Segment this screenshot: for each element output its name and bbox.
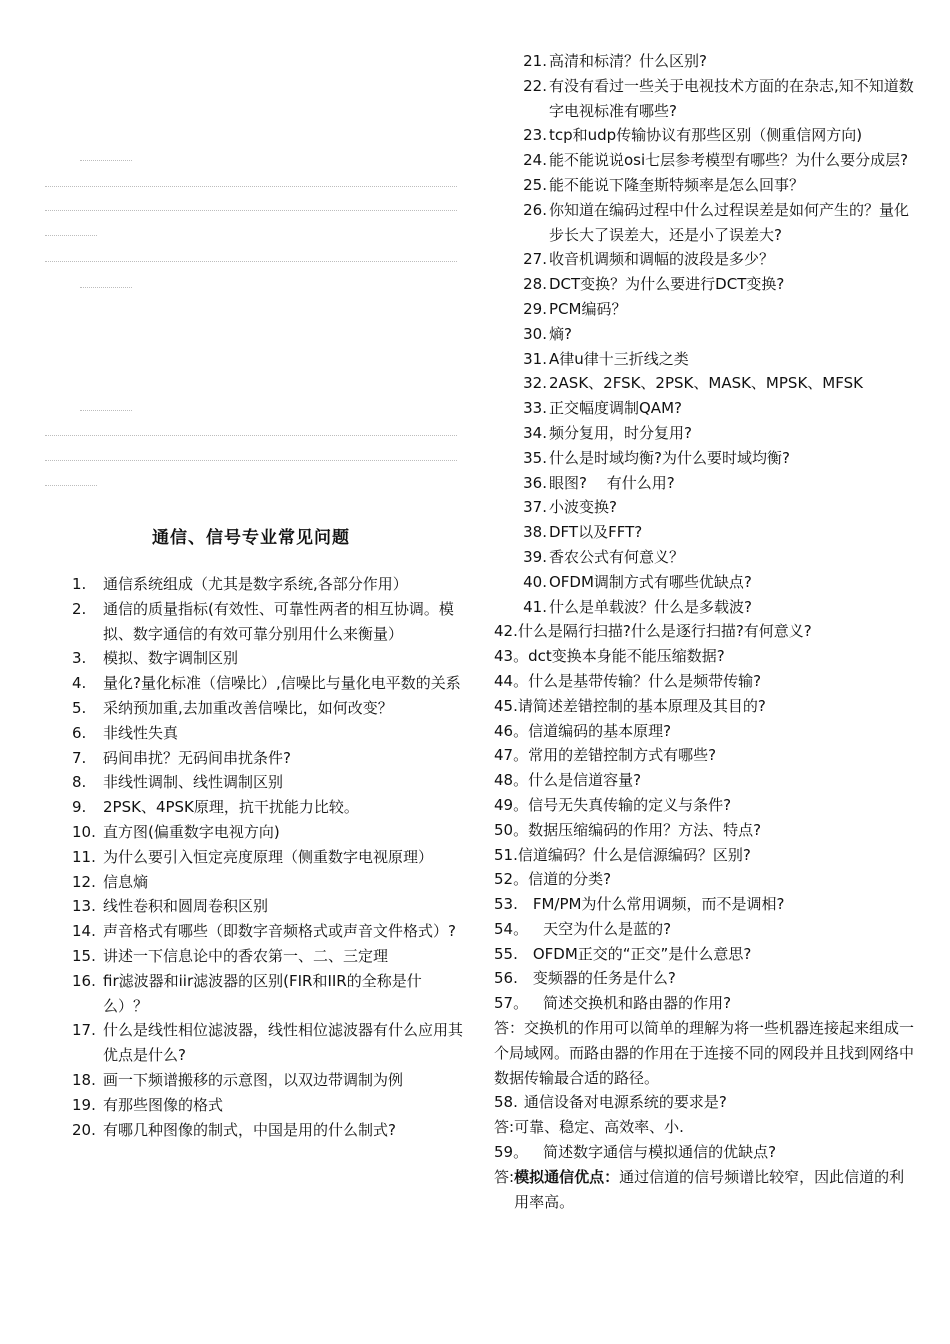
question-item <box>494 198 918 248</box>
question-item <box>494 669 918 694</box>
question-number: 56. <box>494 969 518 988</box>
question-number: 19. <box>72 1095 96 1114</box>
question-text: 请简述差错控制的基本原理及其目的? <box>517 696 766 715</box>
question-number: 18. <box>72 1070 96 1089</box>
question-number: 33. <box>523 399 547 418</box>
question-text: A律u律十三折线之类 <box>549 349 689 368</box>
question-item <box>72 870 464 895</box>
question-number: 57。 <box>494 994 529 1013</box>
question-number: 11. <box>72 847 96 866</box>
answer-bold-heading: 模拟通信优点： <box>514 1167 620 1186</box>
question-number: 52。 <box>494 870 529 889</box>
question-text: 变频器的任务是什么? <box>517 969 676 988</box>
question-number: 4. <box>72 674 87 693</box>
question-item <box>72 919 464 944</box>
question-text: 数据压缩编码的作用？方法、特点? <box>528 820 762 839</box>
answer-label: 答: <box>494 1118 515 1137</box>
question-number: 48。 <box>494 771 529 790</box>
question-text: 收音机调频和调幅的波段是多少？ <box>549 250 775 269</box>
answer-59 <box>494 1165 918 1215</box>
answer-text: 通过信道的信号频谱比较窄，因此信道的利用率高。 <box>514 1167 905 1211</box>
question-number: 46。 <box>494 721 529 740</box>
question-item <box>494 644 918 669</box>
question-text: 声音格式有哪些（即数字音频格式或声音文件格式）? <box>103 922 456 941</box>
question-item <box>494 49 918 74</box>
question-text: 画一下频谱搬移的示意图，以双边带调制为例 <box>103 1070 404 1089</box>
question-item <box>494 446 918 471</box>
question-number: 5. <box>72 698 87 717</box>
question-text: 通信的质量指标(有效性、可靠性两者的相互协调。模拟、数字通信的有效可靠分别用什么来衡量） <box>103 599 454 643</box>
question-text: 通信设备对电源系统的要求是? <box>523 1093 727 1112</box>
question-text: 通信系统组成（尤其是数字系统,各部分作用） <box>103 575 408 593</box>
question-number: 37. <box>523 498 547 517</box>
page-title: 通信、信号专业常见问题 <box>152 528 350 548</box>
dotted-line <box>45 210 457 211</box>
question-item <box>494 917 918 942</box>
question-text: 简述交换机和路由器的作用? <box>528 994 732 1013</box>
question-number: 49。 <box>494 795 529 814</box>
question-number: 35. <box>523 448 547 467</box>
answer-body <box>514 1165 918 1215</box>
question-text: 你知道在编码过程中什么过程误差是如何产生的？量化步长大了误差大，还是小了误差大? <box>549 200 910 244</box>
question-text: fir滤波器和iir滤波器的区别(FIR和IIR的全称是什么）？ <box>103 971 422 1015</box>
question-item <box>72 845 464 870</box>
question-text: 信道编码？什么是信源编码？区别? <box>517 845 751 864</box>
question-item <box>494 867 918 892</box>
question-item <box>494 768 918 793</box>
question-text: 信道的分类? <box>528 870 612 889</box>
question-text: OFDM正交的“正交”是什么意思? <box>517 944 752 963</box>
dotted-line <box>80 160 132 161</box>
question-item <box>494 892 918 917</box>
question-number: 26. <box>523 200 547 219</box>
question-text: dct变换本身能不能压缩数据? <box>528 647 725 666</box>
question-item <box>494 371 918 396</box>
question-number: 21. <box>523 52 547 70</box>
question-item <box>72 646 464 671</box>
dotted-line <box>80 410 132 411</box>
question-number: 16. <box>72 971 96 990</box>
question-text: 常用的差错控制方式有哪些? <box>528 746 717 765</box>
question-number: 41. <box>523 597 547 616</box>
question-text: 高清和标清？什么区别? <box>549 52 707 70</box>
answer-text: 可靠、稳定、高效率、小. <box>514 1118 684 1137</box>
question-text: 2PSK、4PSK原理，抗干扰能力比较。 <box>103 798 359 817</box>
question-text: OFDM调制方式有哪些优缺点? <box>549 572 752 591</box>
question-text: 简述数字通信与模拟通信的优缺点? <box>528 1143 777 1162</box>
question-number: 15. <box>72 946 96 965</box>
question-item <box>494 818 918 843</box>
question-text: 香农公式有何意义？ <box>549 547 685 566</box>
question-number: 50。 <box>494 820 529 839</box>
question-item <box>494 74 918 124</box>
question-number: 31. <box>523 349 547 368</box>
question-text: 模拟、数字调制区别 <box>103 649 239 668</box>
question-number: 59。 <box>494 1143 529 1162</box>
question-item <box>72 795 464 820</box>
question-item <box>494 396 918 421</box>
question-text: FM/PM为什么常用调频，而不是调相? <box>517 895 785 914</box>
question-item <box>494 966 918 991</box>
question-item <box>494 347 918 372</box>
question-item <box>494 471 918 496</box>
question-text: 讲述一下信息论中的香农第一、二、三定理 <box>103 946 389 965</box>
question-text: 直方图(偏重数字电视方向) <box>103 822 280 841</box>
question-number: 20. <box>72 1120 96 1139</box>
question-item <box>72 1118 464 1143</box>
question-item <box>494 793 918 818</box>
dotted-line <box>45 435 457 436</box>
question-text: 采纳预加重,去加重改善信噪比，如何改变？ <box>103 698 393 717</box>
question-number: 7. <box>72 748 87 767</box>
question-text: 能不能说说osi七层参考模型有哪些？为什么要分成层? <box>549 151 909 170</box>
question-item <box>494 719 918 744</box>
question-text: 天空为什么是蓝的? <box>528 919 672 938</box>
dotted-line <box>80 287 132 288</box>
question-item <box>494 148 918 173</box>
left-question-list <box>72 572 464 1142</box>
question-number: 25. <box>523 175 547 194</box>
question-text: 什么是基带传输？什么是频带传输? <box>528 671 762 690</box>
question-item <box>494 991 918 1016</box>
question-text: 什么是线性相位滤波器，线性相位滤波器有什么应用其优点是什么? <box>103 1021 464 1065</box>
question-item <box>494 570 918 595</box>
dotted-line <box>45 460 457 461</box>
question-item <box>494 545 918 570</box>
question-text: 信号无失真传输的定义与条件? <box>528 795 732 814</box>
question-text: 非线性调制、线性调制区别 <box>103 773 284 792</box>
question-text: 能不能说下隆奎斯特频率是怎么回事？ <box>549 175 805 194</box>
question-number: 44。 <box>494 671 529 690</box>
question-text: 线性卷积和圆周卷积区别 <box>103 897 269 916</box>
question-item <box>494 743 918 768</box>
question-text: 小波变换? <box>549 498 617 517</box>
question-item <box>494 843 918 868</box>
question-item <box>72 721 464 746</box>
question-number: 3. <box>72 649 87 668</box>
question-item <box>72 597 464 647</box>
question-number: 45. <box>494 696 518 715</box>
question-text: 非线性失真 <box>103 723 179 742</box>
question-number: 38. <box>523 523 547 542</box>
dotted-line <box>45 235 97 236</box>
question-item <box>494 619 918 644</box>
question-item <box>72 820 464 845</box>
question-text: 眼图? 有什么用? <box>549 473 675 492</box>
question-number: 27. <box>523 250 547 269</box>
question-number: 22. <box>523 76 547 95</box>
question-number: 40. <box>523 572 547 591</box>
question-number: 28. <box>523 275 547 294</box>
question-text: tcp和udp传输协议有那些区别（侧重信网方向) <box>549 126 863 145</box>
question-number: 30. <box>523 324 547 343</box>
dotted-line <box>45 485 97 486</box>
question-item <box>494 173 918 198</box>
question-number: 8. <box>72 773 87 792</box>
question-text: 有哪几种图像的制式，中国是用的什么制式? <box>103 1120 396 1139</box>
question-number: 47。 <box>494 746 529 765</box>
question-number: 55. <box>494 944 518 963</box>
question-text: 有那些图像的格式 <box>103 1095 224 1114</box>
question-item <box>494 1140 918 1165</box>
question-number: 9. <box>72 798 87 817</box>
question-text: DFT以及FFT? <box>549 523 643 542</box>
question-number: 10. <box>72 822 96 841</box>
question-item <box>494 1090 918 1115</box>
dotted-line <box>45 261 457 262</box>
answer-57: 答：交换机的作用可以简单的理解为将一些机器连接起来组成一个局域网。而路由器的作用在于连接不同的网段并且找到网络中数据传输最合适的路径。 <box>494 1019 915 1087</box>
question-item <box>72 1018 464 1068</box>
question-number: 17. <box>72 1021 96 1040</box>
question-text: 信道编码的基本原理? <box>528 721 672 740</box>
question-text: 什么是隔行扫描?什么是逐行扫描?有何意义? <box>517 622 812 641</box>
question-item <box>494 272 918 297</box>
question-text: 信息熵 <box>103 872 149 891</box>
question-item <box>494 595 918 620</box>
question-text: DCT变换？为什么要进行DCT变换? <box>549 275 785 294</box>
question-text: 熵? <box>549 324 572 343</box>
question-item <box>72 894 464 919</box>
question-number: 12. <box>72 872 96 891</box>
question-number: 14. <box>72 922 96 941</box>
question-text: 码间串扰？无码间串扰条件? <box>103 748 291 767</box>
question-item <box>494 942 918 967</box>
question-item <box>494 247 918 272</box>
question-item <box>494 123 918 148</box>
question-number: 54。 <box>494 919 529 938</box>
question-item <box>72 1093 464 1118</box>
question-text: 有没有看过一些关于电视技术方面的在杂志,知不知道数字电视标准有哪些? <box>549 76 914 120</box>
question-number: 51. <box>494 845 518 864</box>
question-text: PCM编码？ <box>549 299 627 318</box>
question-text: 什么是单载波？什么是多载波? <box>549 597 752 616</box>
question-item <box>72 969 464 1019</box>
question-item <box>72 1068 464 1093</box>
question-text: 频分复用，时分复用? <box>549 423 692 442</box>
question-text: 2ASK、2FSK、2PSK、MASK、MPSK、MFSK <box>549 374 863 393</box>
question-number: 2. <box>72 599 87 618</box>
question-number: 13. <box>72 897 96 916</box>
question-item <box>72 671 464 696</box>
question-number: 34. <box>523 423 547 442</box>
question-item <box>494 297 918 322</box>
question-number: 1. <box>72 575 87 593</box>
question-text: 为什么要引入恒定亮度原理（侧重数字电视原理） <box>103 847 434 866</box>
dotted-line <box>45 186 457 187</box>
question-number: 29. <box>523 299 547 318</box>
question-number: 23. <box>523 126 547 145</box>
question-number: 24. <box>523 151 547 170</box>
question-number: 42. <box>494 622 518 641</box>
question-number: 58. <box>494 1093 518 1112</box>
question-number: 53. <box>494 895 518 914</box>
question-item <box>72 572 464 597</box>
right-question-list <box>494 49 918 1214</box>
question-number: 43。 <box>494 647 529 666</box>
question-text: 什么是时域均衡?为什么要时域均衡? <box>549 448 790 467</box>
question-text: 量化?量化标准（信噪比）,信噪比与量化电平数的关系 <box>103 674 461 693</box>
question-number: 39. <box>523 547 547 566</box>
question-item <box>72 696 464 721</box>
answer-58 <box>494 1115 918 1140</box>
question-item <box>494 495 918 520</box>
question-item <box>494 322 918 347</box>
question-item <box>494 520 918 545</box>
question-item <box>494 421 918 446</box>
question-text: 什么是信道容量? <box>528 771 642 790</box>
question-number: 6. <box>72 723 87 742</box>
question-item <box>72 746 464 771</box>
question-item <box>494 694 918 719</box>
answer-label: 答: <box>494 1167 515 1186</box>
question-item <box>72 944 464 969</box>
question-text: 正交幅度调制QAM? <box>549 399 682 418</box>
question-number: 36. <box>523 473 547 492</box>
question-item <box>72 770 464 795</box>
question-number: 32. <box>523 374 547 393</box>
